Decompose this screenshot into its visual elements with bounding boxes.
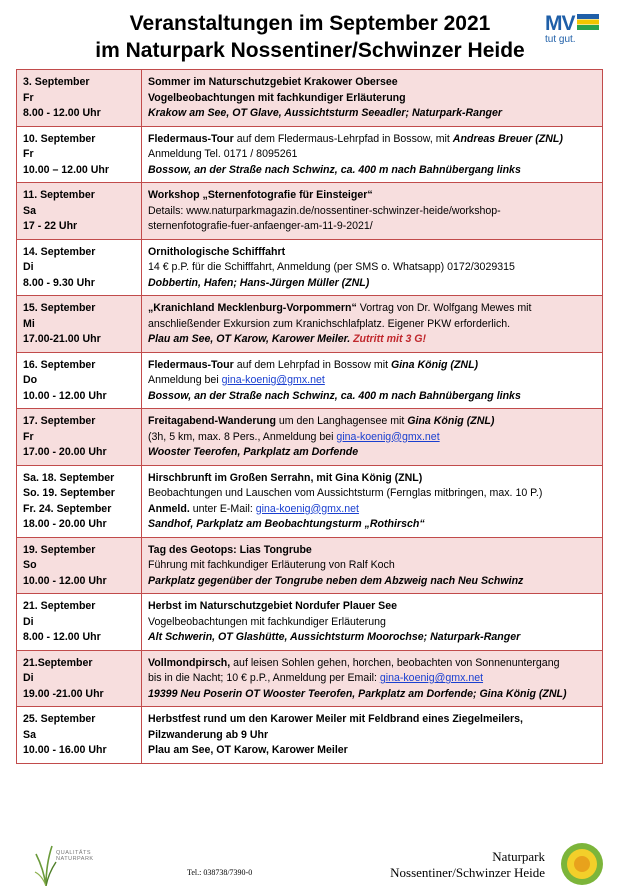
event-date-cell [17,465,142,537]
event-details-cell [142,296,603,353]
event-date-line: Do [23,374,38,386]
event-date-line: So [23,559,37,571]
event-text: anschließender Exkursion zum Kranichschlafplatz. Eigener PKW erforderlich. [148,317,511,330]
event-text: Anmeld. [148,502,190,515]
event-date-line: Di [23,615,34,628]
event-text: Andreas Breuer (ZNL) [452,132,563,145]
event-detail-line [148,358,596,374]
event-date-cell [17,352,142,409]
naturpark-sun-logo-icon [560,842,604,886]
event-date-line: 18.00 - 20.00 Uhr [23,518,107,530]
event-date-cell [17,594,142,651]
event-detail-line [148,615,596,631]
event-text: Wooster Teerofen, Parkplatz am Dorfende [148,446,359,458]
event-date-line: Sa [23,728,36,741]
event-detail-line [148,332,596,348]
event-date-line: 16. September [23,358,96,371]
event-detail-line [148,414,596,430]
event-date-cell [17,650,142,707]
event-details-cell [142,70,603,127]
event-detail-line [148,188,596,204]
event-date-line: 8.00 - 9.30 Uhr [23,276,95,289]
event-text: Details: www.naturparkmagazin.de/nossentiner-schwinzer-heide/workshop- [148,204,501,217]
event-text: auf dem Fledermaus-Lehrpfad in Bossow, mit [233,132,453,145]
event-detail-line [148,656,596,672]
mv-flag-icon [577,14,599,30]
event-detail-line [148,517,596,533]
event-detail-line [148,373,596,389]
event-text: Ornithologische Schifffahrt [148,245,286,258]
event-date-line: Di [23,672,34,684]
event-text: Vollmondpirsch, [148,656,231,669]
event-details-cell [142,594,603,651]
event-detail-line [148,430,596,446]
event-text: Dobbertin, Hafen; Hans-Jürgen Müller (ZNL) [148,276,370,289]
event-date-line: Mi [23,317,35,330]
event-text: sternenfotografie-fuer-anfaenger-am-11-9-2021/ [148,220,373,232]
event-date-line: Fr. 24. September [23,502,112,515]
event-date-line: 17.00-21.00 Uhr [23,333,101,345]
event-text: „Kranichland Mecklenburg-Vorpommern“ [148,302,357,314]
naturpark-line-2: Nossentiner/Schwinzer Heide [390,865,545,880]
event-details-cell [142,352,603,409]
event-detail-line [148,687,596,703]
event-detail-line [148,502,596,518]
email-link[interactable]: gina-koenig@gmx.net [255,502,359,515]
event-row [17,409,603,466]
event-text: Vogelbeobachtungen mit fachkundiger Erläuterung [148,615,386,628]
event-text: Bossow, an der Straße nach Schwinz, ca. 400 m nach Bahnübergang links [148,389,521,402]
event-detail-line [148,276,596,292]
event-date-line: 21.September [23,656,93,669]
event-text: Gina König (ZNL) [390,358,479,371]
event-text: auf dem Lehrpfad in Bossow mit [233,358,391,371]
event-date-line: 10.00 - 12.00 Uhr [23,574,107,587]
page-title [0,10,620,64]
mv-logo [545,12,605,45]
naturpark-name [345,849,545,881]
event-text: Parkplatz gegenüber der Tongrube neben dem Abzweig nach Neu Schwinz [148,574,524,587]
event-date-cell [17,707,142,764]
event-date-line: 15. September [23,302,96,314]
naturpark-line-1: Naturpark [492,849,545,864]
event-date-line: Fr [23,430,34,443]
event-date-line: 17. September [23,415,96,427]
event-date-line: 25. September [23,713,96,725]
email-link[interactable]: gina-koenig@gmx.net [221,374,325,386]
event-text: 19399 Neu Poserin OT Wooster Teerofen, Parkplatz am Dorfende; Gina König (ZNL) [148,687,567,700]
event-detail-line [148,558,596,574]
event-details-cell [142,126,603,183]
event-detail-line [148,301,596,317]
event-row [17,465,603,537]
event-text: Workshop „Sternenfotografie für Einsteiger“ [148,189,373,201]
event-detail-line [148,317,596,333]
event-detail-line [148,260,596,276]
phone-number: Tel.: 038738/7390-0 [187,868,253,877]
event-text: Krakow am See, OT Glave, Aussichtsturm Seeadler; Naturpark-Ranger [148,107,503,119]
event-row [17,239,603,296]
event-detail-line [148,245,596,261]
event-date-cell [17,239,142,296]
grass-icon [34,842,58,886]
event-date-line: Di [23,261,34,273]
title-line-1: Veranstaltungen im September 2021 [129,12,491,35]
event-text: Alt Schwerin, OT Glashütte, Aussichtsturm Moorochse; Naturpark-Ranger [148,631,521,643]
event-details-cell [142,409,603,466]
event-text: Fledermaus-Tour [148,132,234,145]
event-date-line: 8.00 - 12.00 Uhr [23,107,101,119]
event-detail-line [148,630,596,646]
event-date-line: So. 19. September [23,487,115,499]
mv-logo-tagline: tut gut. [545,34,576,45]
event-detail-line [148,75,596,91]
event-text: Herbst im Naturschutzgebiet Nordufer Plauer See [148,600,398,612]
event-detail-line [148,106,596,122]
event-detail-line [148,712,596,728]
event-detail-line [148,132,596,148]
event-date-line: 17 - 22 Uhr [23,220,78,232]
email-link[interactable]: gina-koenig@gmx.net [379,672,484,684]
event-detail-line [148,389,596,405]
mv-logo-text: MV [545,12,575,35]
event-text: Vogelbeobachtungen mit fachkundiger Erläuterung [148,91,406,104]
event-details-cell [142,650,603,707]
event-date-line: 10.00 – 12.00 Uhr [23,163,109,176]
events-table [16,69,603,764]
event-text: 14 € p.P. für die Schifffahrt, Anmeldung (per SMS o. Whatsapp) 0172/3029315 [148,261,515,273]
event-text: Sommer im Naturschutzgebiet Krakower Obersee [148,76,398,88]
event-text: auf leisen Sohlen gehen, horchen, beobachten von Sonnenuntergang [230,656,560,669]
event-detail-line [148,574,596,590]
event-text: Tag des Geotops: Lias Tongrube [148,543,312,556]
event-text: Führung mit fachkundiger Erläuterung von Ralf Koch [148,559,395,571]
event-text: Fledermaus-Tour [148,358,234,371]
event-details-cell [142,183,603,240]
event-text: Gina König (ZNL) [407,415,495,427]
event-text: Pilzwanderung ab 9 Uhr [148,728,269,741]
event-detail-line [148,147,596,163]
quality-label-line-2: NATURPARK [56,856,94,862]
event-detail-line [148,671,596,687]
event-date-line: 8.00 - 12.00 Uhr [23,631,101,643]
event-text: Plau am See, OT Karow, Karower Meiler [148,744,348,756]
event-detail-line [148,204,596,220]
event-date-cell [17,70,142,127]
event-date-cell [17,183,142,240]
event-text: unter E-Mail: [189,502,256,515]
event-text: Plau am See, OT Karow, Karower Meiler. [148,333,351,345]
email-link[interactable]: gina-koenig@gmx.net [336,430,440,443]
event-date-cell [17,296,142,353]
event-date-line: 10. September [23,132,96,145]
event-detail-line [148,743,596,759]
event-row [17,537,603,594]
event-details-cell [142,537,603,594]
event-row [17,594,603,651]
event-detail-line [148,445,596,461]
event-text: Bossow, an der Straße nach Schwinz, ca. 400 m nach Bahnübergang links [148,163,521,176]
event-date-line: 19.00 -21.00 Uhr [23,687,104,700]
title-line-2: im Naturpark Nossentiner/Schwinzer Heide [95,39,525,62]
event-text: Vortrag von Dr. Wolfgang Mewes mit [356,302,532,314]
event-row [17,183,603,240]
event-detail-line [148,543,596,559]
event-text: Anmeldung Tel. 0171 / 8095261 [148,148,298,160]
event-detail-line [148,91,596,107]
event-date-line: 17.00 - 20.00 Uhr [23,446,107,458]
event-text: (3h, 5 km, max. 8 Pers., Anmeldung bei [148,430,337,443]
event-row [17,70,603,127]
event-details-cell [142,465,603,537]
event-text: Zutritt mit 3 G! [350,333,427,345]
event-text: bis in die Nacht; 10 € p.P., Anmeldung per Email: [148,672,380,684]
event-row [17,352,603,409]
event-date-line: Sa [23,204,36,217]
event-detail-line [148,163,596,179]
event-date-cell [17,537,142,594]
event-date-line: 21. September [23,600,96,612]
event-date-line: 19. September [23,543,96,556]
event-date-line: Fr [23,91,34,104]
event-text: Sandhof, Parkplatz am Beobachtungsturm „Rothirsch“ [148,518,425,530]
event-text: Hirschbrunft im Großen Serrahn, mit Gina König (ZNL) [148,471,423,484]
event-date-line: 10.00 - 12.00 Uhr [23,389,107,402]
event-row [17,296,603,353]
event-text: Anmeldung bei [148,374,222,386]
event-detail-line [148,219,596,235]
event-date-cell [17,126,142,183]
event-details-cell [142,239,603,296]
event-date-cell [17,409,142,466]
event-row [17,650,603,707]
event-text: um den Langhagensee mit [275,415,408,427]
event-date-line: Sa. 18. September [23,471,115,484]
event-row [17,126,603,183]
event-text: Herbstfest rund um den Karower Meiler mit Feldbrand eines Ziegelmeilers, [148,713,523,725]
event-detail-line [148,728,596,744]
event-detail-line [148,599,596,615]
event-detail-line [148,486,596,502]
event-date-line: 10.00 - 16.00 Uhr [23,744,107,756]
event-date-line: 14. September [23,245,96,258]
event-text: Beobachtungen und Lauschen vom Aussichtsturm (Fernglas mitbringen, max. 10 P.) [148,487,543,499]
quality-naturpark-logo [34,842,94,886]
event-detail-line [148,471,596,487]
event-text: Freitagabend-Wanderung [148,415,276,427]
event-date-line: 3. September [23,76,90,88]
event-date-line: 11. September [23,189,95,201]
quality-label [56,850,94,862]
event-row [17,707,603,764]
quality-label-line-1: QUALITÄTS [56,850,92,856]
event-date-line: Fr [23,148,34,160]
event-details-cell [142,707,603,764]
